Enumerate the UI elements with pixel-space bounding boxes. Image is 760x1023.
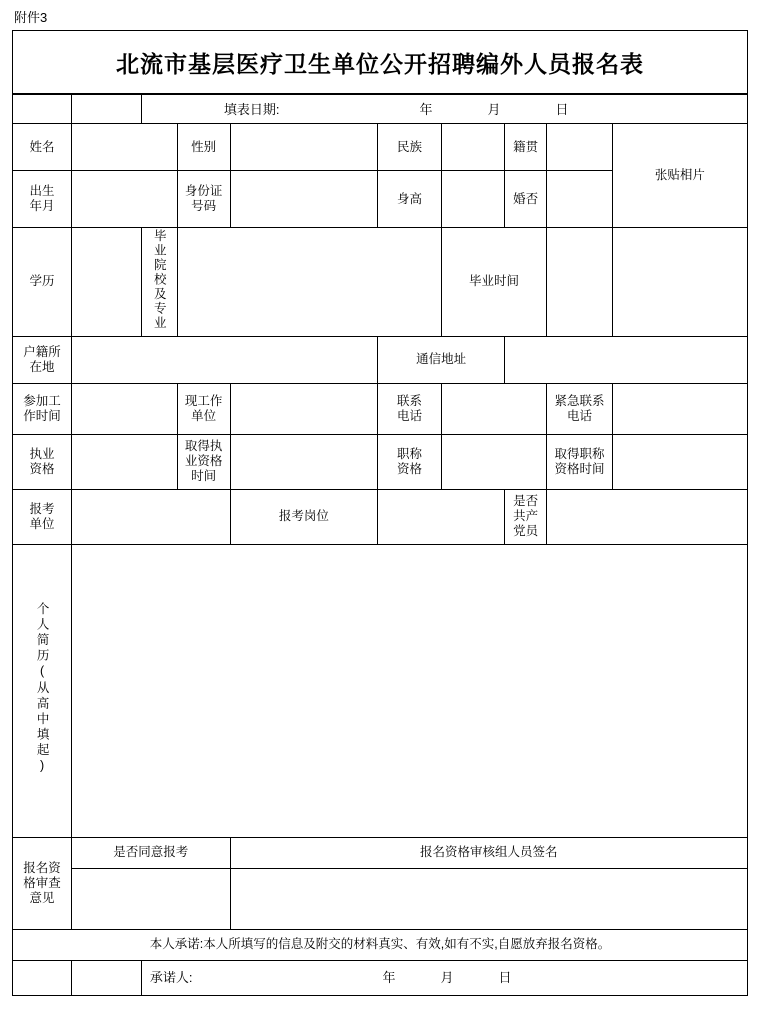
value-graduation-time[interactable] xyxy=(547,228,612,337)
row-name xyxy=(13,124,748,171)
value-marital[interactable] xyxy=(547,171,612,228)
label-title-qual-line1: 职称 xyxy=(396,446,422,461)
label-apply-unit-line2: 单位 xyxy=(29,516,55,531)
label-work-start-line2: 作时间 xyxy=(23,408,61,423)
signer-day: 日 xyxy=(498,970,512,985)
signer-label: 承诺人: xyxy=(149,970,193,985)
row-signature xyxy=(13,960,748,995)
value-practice-qual-time[interactable] xyxy=(230,434,378,489)
signature-cell-main[interactable] xyxy=(141,960,747,995)
label-birth-date-line1: 出生 xyxy=(29,184,55,198)
page-title: 北流市基层医疗卫生单位公开招聘编外人员报名表 xyxy=(116,50,644,78)
fill-date-label: 填表日期: xyxy=(223,101,280,117)
photo-placeholder: 张贴相片 xyxy=(612,124,747,228)
label-practice-qual-time-line1: 取得执 xyxy=(184,439,223,453)
label-resume xyxy=(13,544,72,837)
label-emergency-phone-line1: 紧急联系 xyxy=(554,393,605,408)
label-apply-unit xyxy=(13,489,72,544)
row-resume xyxy=(13,544,748,837)
label-work-start-line1: 参加工 xyxy=(23,393,61,408)
label-school-major xyxy=(141,228,177,337)
label-marital: 婚否 xyxy=(505,171,547,228)
label-practice-qual-line1: 执业 xyxy=(29,446,55,461)
label-birth-date xyxy=(13,171,72,228)
value-emergency-phone[interactable] xyxy=(612,383,747,434)
value-gender[interactable] xyxy=(230,124,378,171)
label-title-qual-line2: 资格 xyxy=(396,461,422,476)
label-title-qual-time xyxy=(547,434,612,489)
value-contact-phone[interactable] xyxy=(441,383,547,434)
label-title-qual xyxy=(378,434,441,489)
label-review-opinion-line2: 格审查 xyxy=(23,875,61,890)
label-mail-address: 通信地址 xyxy=(378,336,505,383)
label-apply-unit-line1: 报考 xyxy=(29,501,55,516)
label-nation: 民族 xyxy=(378,124,441,171)
value-title-qual[interactable] xyxy=(441,434,547,489)
label-education: 学历 xyxy=(13,228,72,337)
label-school-major-text: 毕业院校及专业 xyxy=(152,229,167,331)
row-review-header xyxy=(13,837,748,868)
value-height[interactable] xyxy=(441,171,504,228)
date-cell-2 xyxy=(72,95,142,124)
label-contact-phone-line2: 电话 xyxy=(396,408,422,423)
row-education xyxy=(13,228,748,337)
label-practice-qual xyxy=(13,434,72,489)
label-party-member xyxy=(505,489,547,544)
value-practice-qual[interactable] xyxy=(72,434,178,489)
label-work-start xyxy=(13,383,72,434)
label-title-qual-time-line1: 取得职称 xyxy=(554,446,605,461)
attachment-label: 附件3 xyxy=(12,8,748,31)
promise-text: 本人承诺:本人所填写的信息及附交的材料真实、有效,如有不实,自愿放弃报名资格。 xyxy=(13,929,748,960)
value-agree-apply[interactable] xyxy=(72,868,230,929)
label-name: 姓名 xyxy=(13,124,72,171)
value-mail-address[interactable] xyxy=(505,336,748,383)
label-agree-apply: 是否同意报考 xyxy=(72,837,230,868)
label-practice-qual-time-line2: 业资格 xyxy=(184,454,223,468)
signer-month: 月 xyxy=(440,970,454,985)
value-birth-date[interactable] xyxy=(72,171,178,228)
signature-cell-2 xyxy=(72,960,142,995)
label-id-number-line1: 身份证 xyxy=(184,184,223,198)
fill-date-year: 年 xyxy=(419,101,433,117)
fill-date-row xyxy=(13,95,748,124)
row-apply xyxy=(13,489,748,544)
row-qualification xyxy=(13,434,748,489)
value-party-member[interactable] xyxy=(547,489,748,544)
row-work xyxy=(13,383,748,434)
signature-cell-1 xyxy=(13,960,72,995)
label-emergency-phone-line2: 电话 xyxy=(566,408,592,423)
row-promise xyxy=(13,929,748,960)
value-id-number[interactable] xyxy=(230,171,378,228)
value-name[interactable] xyxy=(72,124,178,171)
value-education[interactable] xyxy=(72,228,142,337)
label-party-member-line2: 党员 xyxy=(513,524,539,538)
label-practice-qual-time-line3: 时间 xyxy=(191,469,217,483)
label-graduation-time: 毕业时间 xyxy=(441,228,547,337)
label-height: 身高 xyxy=(378,171,441,228)
value-reviewer-signature[interactable] xyxy=(230,868,748,929)
label-apply-post: 报考岗位 xyxy=(230,489,378,544)
label-reviewer-signature: 报名资格审核组人员签名 xyxy=(230,837,748,868)
value-resume[interactable] xyxy=(72,544,748,837)
label-native-place: 籍贯 xyxy=(505,124,547,171)
label-current-unit xyxy=(177,383,230,434)
label-practice-qual-time xyxy=(177,434,230,489)
fill-date-month: 月 xyxy=(487,101,501,117)
value-work-start[interactable] xyxy=(72,383,178,434)
label-resume-text: 个人简历(从高中填起) xyxy=(35,601,50,776)
signer-year: 年 xyxy=(382,970,396,985)
label-household xyxy=(13,336,72,383)
label-id-number-line2: 号码 xyxy=(191,199,217,213)
label-household-line1: 户籍所 xyxy=(23,344,61,359)
label-review-opinion-line3: 意见 xyxy=(29,890,55,905)
label-current-unit-line1: 现工作 xyxy=(184,393,223,408)
value-current-unit[interactable] xyxy=(230,383,378,434)
label-household-line2: 在地 xyxy=(29,359,55,374)
label-review-opinion xyxy=(13,837,72,929)
value-household[interactable] xyxy=(72,336,378,383)
fill-date-cell xyxy=(141,95,747,124)
value-apply-post[interactable] xyxy=(378,489,505,544)
label-gender: 性别 xyxy=(177,124,230,171)
row-review-values xyxy=(13,868,748,929)
label-practice-qual-line2: 资格 xyxy=(29,461,55,476)
label-party-member-line1: 是否共产 xyxy=(513,494,539,523)
registration-form-table xyxy=(12,94,748,996)
label-contact-phone xyxy=(378,383,441,434)
fill-date-day: 日 xyxy=(555,101,569,117)
label-title-qual-time-line2: 资格时间 xyxy=(554,461,605,476)
value-school-major[interactable] xyxy=(177,228,441,337)
row-household xyxy=(13,336,748,383)
value-title-qual-time[interactable] xyxy=(612,434,747,489)
value-apply-unit[interactable] xyxy=(72,489,230,544)
date-cell-1 xyxy=(13,95,72,124)
photo-spacer-1 xyxy=(612,228,747,337)
label-contact-phone-line1: 联系 xyxy=(396,393,422,408)
value-native-place[interactable] xyxy=(547,124,612,171)
label-emergency-phone xyxy=(547,383,612,434)
label-review-opinion-line1: 报名资 xyxy=(23,860,61,875)
label-birth-date-line2: 年月 xyxy=(29,199,55,213)
title-box xyxy=(12,31,748,94)
label-current-unit-line2: 单位 xyxy=(191,408,217,423)
value-nation[interactable] xyxy=(441,124,504,171)
label-id-number xyxy=(177,171,230,228)
